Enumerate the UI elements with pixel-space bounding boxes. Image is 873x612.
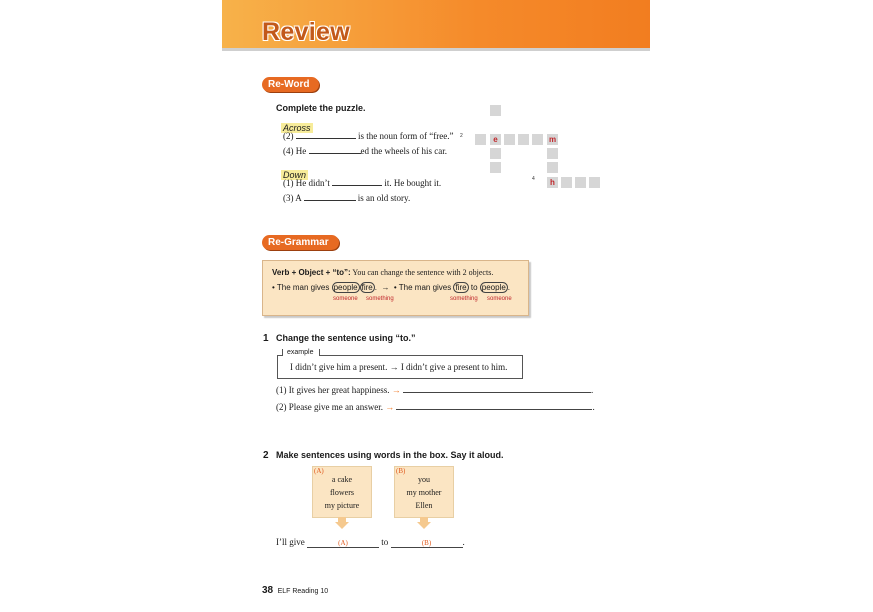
blank-a[interactable]: (A) <box>307 539 379 548</box>
puzzle-cell[interactable] <box>574 176 587 189</box>
puzzle-cell[interactable]: m <box>546 133 559 146</box>
label-someone: someone <box>487 296 512 302</box>
q2-number: 2 <box>263 450 269 461</box>
down-label: Down <box>283 170 307 180</box>
puzzle-cell[interactable] <box>531 133 544 146</box>
example-text: I didn’t give him a present. → I didn’t give a present to him. <box>290 362 508 372</box>
puzzle-number-4: 4 <box>532 176 535 182</box>
word-box-a-words <box>312 473 372 512</box>
example-label: example <box>282 349 320 356</box>
page-number: 38 <box>262 585 274 596</box>
arrow-icon: → <box>391 385 401 395</box>
across-clue-4: (4) He ed the wheels of his car. <box>283 146 447 156</box>
q1-item-1: (1) It gives her great happiness. → . <box>276 385 594 395</box>
arrow-down-icon <box>335 522 349 529</box>
puzzle-cell[interactable] <box>517 133 530 146</box>
across-clue-2: (2) is the noun form of “free.” <box>283 131 454 141</box>
puzzle-cell[interactable] <box>503 133 516 146</box>
across-label: Across <box>283 123 311 133</box>
arrow-icon: → <box>381 283 390 292</box>
grammar-rule: Verb + Object + “to”: You can change the sentence with 2 objects. <box>272 268 494 277</box>
header-shadow <box>222 48 650 51</box>
arrow-icon: → <box>385 402 395 412</box>
reword-label: Re-Word <box>262 77 319 92</box>
puzzle-cell[interactable] <box>474 133 487 146</box>
puzzle-cell[interactable]: h <box>546 176 559 189</box>
word-box-b-label: (B) <box>396 467 406 475</box>
puzzle-number-2: 2 <box>460 133 463 139</box>
word-box-a-label: (A) <box>314 467 324 475</box>
page-title: Review <box>262 18 350 46</box>
word: flowers <box>330 488 354 497</box>
puzzle-cell[interactable] <box>546 147 559 160</box>
answer-blank[interactable] <box>296 130 356 139</box>
reword-instruction: Complete the puzzle. <box>276 103 366 113</box>
down-clue-1: (1) He didn’t it. He bought it. <box>283 178 442 188</box>
word: my mother <box>406 488 442 497</box>
puzzle-cell[interactable]: e <box>489 133 502 146</box>
puzzle-cell[interactable] <box>489 104 502 117</box>
q2-sentence: I’ll give (A) to (B) . <box>276 537 465 547</box>
puzzle-cell[interactable] <box>546 161 559 174</box>
label-someone: someone <box>333 296 358 302</box>
word: a cake <box>331 475 353 484</box>
grammar-example-line: • The man gives people fire . → • The man gives fire to people . <box>272 283 511 292</box>
answer-line[interactable] <box>396 401 592 410</box>
arrow-down-icon <box>417 522 431 529</box>
word: you <box>418 475 430 484</box>
regrammar-label: Re-Grammar <box>262 235 339 250</box>
word-box-b-words <box>394 473 454 512</box>
down-clue-3: (3) A is an old story. <box>283 193 411 203</box>
answer-blank[interactable] <box>304 192 356 201</box>
label-something: something <box>366 296 394 302</box>
q1-number: 1 <box>263 333 269 344</box>
puzzle-cell[interactable] <box>489 161 502 174</box>
q2-title: Make sentences using words in the box. Say it aloud. <box>276 450 504 460</box>
book-title: ELF Reading 10 <box>277 588 329 595</box>
answer-blank[interactable] <box>309 145 361 154</box>
puzzle-cell[interactable] <box>560 176 573 189</box>
blank-b[interactable]: (B) <box>391 539 463 548</box>
q1-title: Change the sentence using “to.” <box>276 333 416 343</box>
footer <box>262 580 328 598</box>
answer-line[interactable] <box>403 384 591 393</box>
label-something: something <box>450 296 478 302</box>
puzzle-cell[interactable] <box>588 176 601 189</box>
q1-item-2: (2) Please give me an answer. → . <box>276 402 595 412</box>
word: Ellen <box>415 501 433 510</box>
puzzle-cell[interactable] <box>489 147 502 160</box>
answer-blank[interactable] <box>332 177 382 186</box>
word: my picture <box>324 501 360 510</box>
